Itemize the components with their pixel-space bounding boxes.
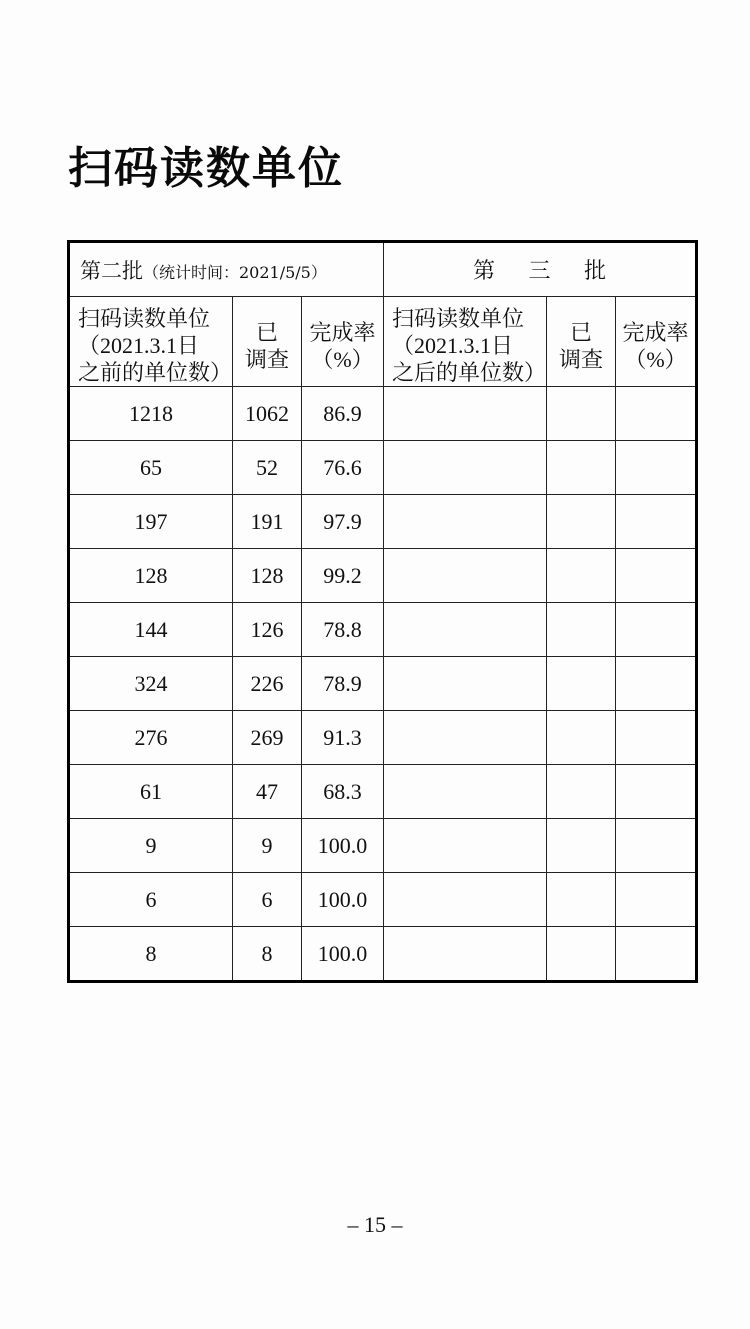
b2-units-cell: 144 xyxy=(69,603,233,657)
b3-units-cell xyxy=(384,711,547,765)
b3-units-cell xyxy=(384,495,547,549)
b2-rate-header-line2: （%） xyxy=(311,347,374,372)
b3-surveyed-cell xyxy=(547,927,616,982)
b3-surveyed-cell xyxy=(547,495,616,549)
b3-rate-header xyxy=(616,297,697,387)
b3-surveyed-header-line1: 已 xyxy=(570,320,593,345)
batch-header-row xyxy=(69,242,697,297)
b2-units-cell: 276 xyxy=(69,711,233,765)
b2-rate-cell: 91.3 xyxy=(302,711,384,765)
b2-surveyed-cell: 126 xyxy=(233,603,302,657)
table-row xyxy=(69,819,697,873)
b2-surveyed-cell: 52 xyxy=(233,441,302,495)
table-row xyxy=(69,603,697,657)
b2-units-cell: 324 xyxy=(69,657,233,711)
b3-rate-cell xyxy=(616,495,697,549)
b3-units-cell xyxy=(384,441,547,495)
batch3-header: 第 三 批 xyxy=(384,242,697,297)
b2-surveyed-cell: 226 xyxy=(233,657,302,711)
b2-rate-header xyxy=(302,297,384,387)
b2-units-cell: 65 xyxy=(69,441,233,495)
b3-rate-header-line1: 完成率 xyxy=(622,320,689,345)
b2-rate-cell: 97.9 xyxy=(302,495,384,549)
b2-surveyed-header xyxy=(233,297,302,387)
b2-surveyed-cell: 269 xyxy=(233,711,302,765)
b2-surveyed-header-line2: 调查 xyxy=(245,347,290,372)
table-row xyxy=(69,711,697,765)
batch2-header xyxy=(69,242,384,297)
survey-table xyxy=(67,240,698,983)
b2-rate-cell: 100.0 xyxy=(302,819,384,873)
b3-units-cell xyxy=(384,387,547,441)
table-row xyxy=(69,387,697,441)
table-row xyxy=(69,441,697,495)
b2-units-header xyxy=(69,297,233,387)
b2-units-cell: 6 xyxy=(69,873,233,927)
b3-rate-cell xyxy=(616,657,697,711)
page-title: 扫码读数单位 xyxy=(68,143,344,194)
b3-units-cell xyxy=(384,657,547,711)
table-row xyxy=(69,873,697,927)
b3-units-cell xyxy=(384,549,547,603)
b3-rate-cell xyxy=(616,819,697,873)
b3-surveyed-cell xyxy=(547,603,616,657)
b2-units-cell: 197 xyxy=(69,495,233,549)
b2-units-cell: 1218 xyxy=(69,387,233,441)
table-row xyxy=(69,927,697,982)
b3-rate-cell xyxy=(616,387,697,441)
b3-rate-header-line2: （%） xyxy=(624,347,687,372)
b2-rate-cell: 99.2 xyxy=(302,549,384,603)
b3-surveyed-header xyxy=(547,297,616,387)
column-header-row xyxy=(69,297,697,387)
b2-rate-cell: 100.0 xyxy=(302,927,384,982)
b2-surveyed-cell: 9 xyxy=(233,819,302,873)
page-number: – 15 – xyxy=(347,1212,403,1237)
b3-surveyed-cell xyxy=(547,873,616,927)
b3-rate-cell xyxy=(616,711,697,765)
b2-rate-cell: 78.9 xyxy=(302,657,384,711)
table-row xyxy=(69,495,697,549)
b3-rate-cell xyxy=(616,549,697,603)
b3-units-cell xyxy=(384,819,547,873)
b3-units-header xyxy=(384,297,547,387)
table-row xyxy=(69,657,697,711)
b3-surveyed-cell xyxy=(547,387,616,441)
b2-surveyed-cell: 128 xyxy=(233,549,302,603)
b3-surveyed-cell xyxy=(547,657,616,711)
b3-rate-cell xyxy=(616,603,697,657)
b3-units-header-line1: 扫码读数单位 xyxy=(392,306,525,331)
b3-surveyed-cell xyxy=(547,441,616,495)
b2-rate-cell: 100.0 xyxy=(302,873,384,927)
b2-units-cell: 61 xyxy=(69,765,233,819)
b2-rate-cell: 68.3 xyxy=(302,765,384,819)
b2-units-header-line1: 扫码读数单位 xyxy=(78,306,211,331)
b2-units-header-line3: 之前的单位数） xyxy=(78,360,233,385)
batch2-note: （统计时间：2021/5/5） xyxy=(143,262,327,282)
b2-units-cell: 128 xyxy=(69,549,233,603)
b3-units-header-line2: （2021.3.1日 xyxy=(392,333,514,358)
b2-units-cell: 9 xyxy=(69,819,233,873)
b3-surveyed-cell xyxy=(547,711,616,765)
b2-surveyed-cell: 8 xyxy=(233,927,302,982)
b2-rate-cell: 76.6 xyxy=(302,441,384,495)
b3-units-cell xyxy=(384,873,547,927)
b3-units-header-line3: 之后的单位数） xyxy=(392,360,547,385)
b2-units-header-line2: （2021.3.1日 xyxy=(78,333,200,358)
b3-surveyed-cell xyxy=(547,819,616,873)
b2-rate-cell: 78.8 xyxy=(302,603,384,657)
b3-rate-cell xyxy=(616,441,697,495)
b2-surveyed-header-line1: 已 xyxy=(256,320,279,345)
b2-surveyed-cell: 1062 xyxy=(233,387,302,441)
table-row xyxy=(69,549,697,603)
b2-units-cell: 8 xyxy=(69,927,233,982)
b3-rate-cell xyxy=(616,765,697,819)
b3-rate-cell xyxy=(616,927,697,982)
table-row xyxy=(69,765,697,819)
b2-surveyed-cell: 6 xyxy=(233,873,302,927)
b3-surveyed-cell xyxy=(547,765,616,819)
b3-rate-cell xyxy=(616,873,697,927)
b2-rate-cell: 86.9 xyxy=(302,387,384,441)
b3-units-cell xyxy=(384,765,547,819)
b2-surveyed-cell: 47 xyxy=(233,765,302,819)
b3-surveyed-header-line2: 调查 xyxy=(559,347,604,372)
b3-units-cell xyxy=(384,927,547,982)
batch2-label: 第二批 xyxy=(80,258,143,283)
b2-surveyed-cell: 191 xyxy=(233,495,302,549)
b3-surveyed-cell xyxy=(547,549,616,603)
b3-units-cell xyxy=(384,603,547,657)
b2-rate-header-line1: 完成率 xyxy=(309,320,376,345)
